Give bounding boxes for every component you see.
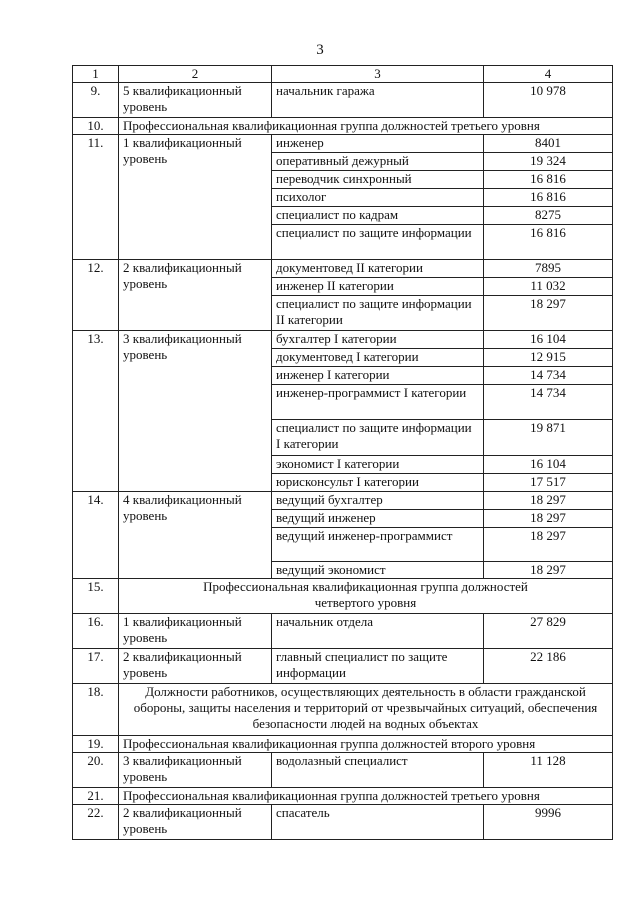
salary-value: 19 324 bbox=[484, 153, 613, 171]
salary-value: 18 297 bbox=[484, 562, 613, 579]
page-number: 3 bbox=[316, 42, 324, 58]
qualification-level: 1 квалификационный уровень bbox=[119, 135, 272, 260]
position-name: водолазный специалист bbox=[272, 753, 484, 788]
row-number: 18. bbox=[73, 684, 119, 736]
position-name: документовед II категории bbox=[272, 260, 484, 278]
qualification-level: 5 квалификационный уровень bbox=[119, 83, 272, 118]
row-number: 17. bbox=[73, 649, 119, 684]
salary-value: 18 297 bbox=[484, 492, 613, 510]
position-name: спасатель bbox=[272, 805, 484, 840]
position-name: переводчик синхронный bbox=[272, 171, 484, 189]
position-name: ведущий бухгалтер bbox=[272, 492, 484, 510]
row-number: 21. bbox=[73, 788, 119, 805]
position-name: специалист по защите информации bbox=[272, 225, 484, 260]
salary-value: 12 915 bbox=[484, 349, 613, 367]
position-name: ведущий инженер bbox=[272, 510, 484, 528]
position-name: главный специалист по защите информации bbox=[272, 649, 484, 684]
header-col-3: 3 bbox=[272, 66, 484, 83]
group-title: Профессиональная квалификационная группа должностей четвертого уровня bbox=[119, 579, 613, 614]
salary-value: 8401 bbox=[484, 135, 613, 153]
salary-value: 11 032 bbox=[484, 278, 613, 296]
salary-value: 14 734 bbox=[484, 385, 613, 420]
table-row bbox=[73, 83, 613, 118]
group-header-row bbox=[73, 684, 613, 736]
position-name: инженер-программист I категории bbox=[272, 385, 484, 420]
position-name: инженер bbox=[272, 135, 484, 153]
header-col-2: 2 bbox=[119, 66, 272, 83]
position-name: начальник отдела bbox=[272, 614, 484, 649]
salary-value: 18 297 bbox=[484, 296, 613, 331]
position-name: начальник гаража bbox=[272, 83, 484, 118]
position-name: оперативный дежурный bbox=[272, 153, 484, 171]
table-row bbox=[73, 331, 613, 349]
row-number: 11. bbox=[73, 135, 119, 260]
salary-value: 16 104 bbox=[484, 331, 613, 349]
salary-value: 11 128 bbox=[484, 753, 613, 788]
group-title: Должности работников, осуществляющих деятельность в области гражданской обороны, защиты населения и территорий от чрезвычайных ситуаций, обеспечения безопасности людей на водных объектах bbox=[119, 684, 613, 736]
salary-value: 9996 bbox=[484, 805, 613, 840]
row-number: 20. bbox=[73, 753, 119, 788]
table-header-row bbox=[73, 66, 613, 83]
table-row bbox=[73, 805, 613, 840]
table-row bbox=[73, 753, 613, 788]
table-row bbox=[73, 492, 613, 510]
row-number: 12. bbox=[73, 260, 119, 331]
salary-value: 10 978 bbox=[484, 83, 613, 118]
salary-value: 7895 bbox=[484, 260, 613, 278]
header-col-1: 1 bbox=[73, 66, 119, 83]
header-col-4: 4 bbox=[484, 66, 613, 83]
salary-value: 16 816 bbox=[484, 189, 613, 207]
qualification-level: 2 квалификационный уровень bbox=[119, 260, 272, 331]
salary-value: 18 297 bbox=[484, 528, 613, 562]
group-header-row bbox=[73, 788, 613, 805]
salary-value: 18 297 bbox=[484, 510, 613, 528]
qualification-level: 4 квалификационный уровень bbox=[119, 492, 272, 579]
salary-value: 19 871 bbox=[484, 420, 613, 456]
qualification-level: 2 квалификационный уровень bbox=[119, 805, 272, 840]
position-name: инженер II категории bbox=[272, 278, 484, 296]
row-number: 16. bbox=[73, 614, 119, 649]
row-number: 22. bbox=[73, 805, 119, 840]
row-number: 10. bbox=[73, 118, 119, 135]
salary-value: 16 816 bbox=[484, 225, 613, 260]
salary-value: 22 186 bbox=[484, 649, 613, 684]
salary-value: 14 734 bbox=[484, 367, 613, 385]
salary-table bbox=[72, 65, 613, 840]
position-name: специалист по защите информации II категории bbox=[272, 296, 484, 331]
position-name: документовед I категории bbox=[272, 349, 484, 367]
row-number: 13. bbox=[73, 331, 119, 492]
salary-value: 16 104 bbox=[484, 456, 613, 474]
qualification-level: 3 квалификационный уровень bbox=[119, 331, 272, 492]
position-name: экономист I категории bbox=[272, 456, 484, 474]
row-number: 15. bbox=[73, 579, 119, 614]
group-title: Профессиональная квалификационная группа должностей третьего уровня bbox=[119, 118, 613, 135]
table-row bbox=[73, 614, 613, 649]
salary-value: 8275 bbox=[484, 207, 613, 225]
table-row bbox=[73, 649, 613, 684]
position-name: психолог bbox=[272, 189, 484, 207]
salary-value: 17 517 bbox=[484, 474, 613, 492]
position-name: специалист по защите информации I категории bbox=[272, 420, 484, 456]
qualification-level: 2 квалификационный уровень bbox=[119, 649, 272, 684]
position-name: инженер I категории bbox=[272, 367, 484, 385]
group-header-row bbox=[73, 118, 613, 135]
table-row bbox=[73, 260, 613, 278]
row-number: 19. bbox=[73, 736, 119, 753]
position-name: ведущий экономист bbox=[272, 562, 484, 579]
salary-value: 27 829 bbox=[484, 614, 613, 649]
position-name: специалист по кадрам bbox=[272, 207, 484, 225]
group-header-row bbox=[73, 579, 613, 614]
group-title: Профессиональная квалификационная группа должностей третьего уровня bbox=[119, 788, 613, 805]
qualification-level: 1 квалификационный уровень bbox=[119, 614, 272, 649]
group-title: Профессиональная квалификационная группа должностей второго уровня bbox=[119, 736, 613, 753]
position-name: бухгалтер I категории bbox=[272, 331, 484, 349]
salary-value: 16 816 bbox=[484, 171, 613, 189]
group-header-row bbox=[73, 736, 613, 753]
row-number: 9. bbox=[73, 83, 119, 118]
position-name: юрисконсульт I категории bbox=[272, 474, 484, 492]
table-row bbox=[73, 135, 613, 153]
qualification-level: 3 квалификационный уровень bbox=[119, 753, 272, 788]
row-number: 14. bbox=[73, 492, 119, 579]
position-name: ведущий инженер-программист bbox=[272, 528, 484, 562]
